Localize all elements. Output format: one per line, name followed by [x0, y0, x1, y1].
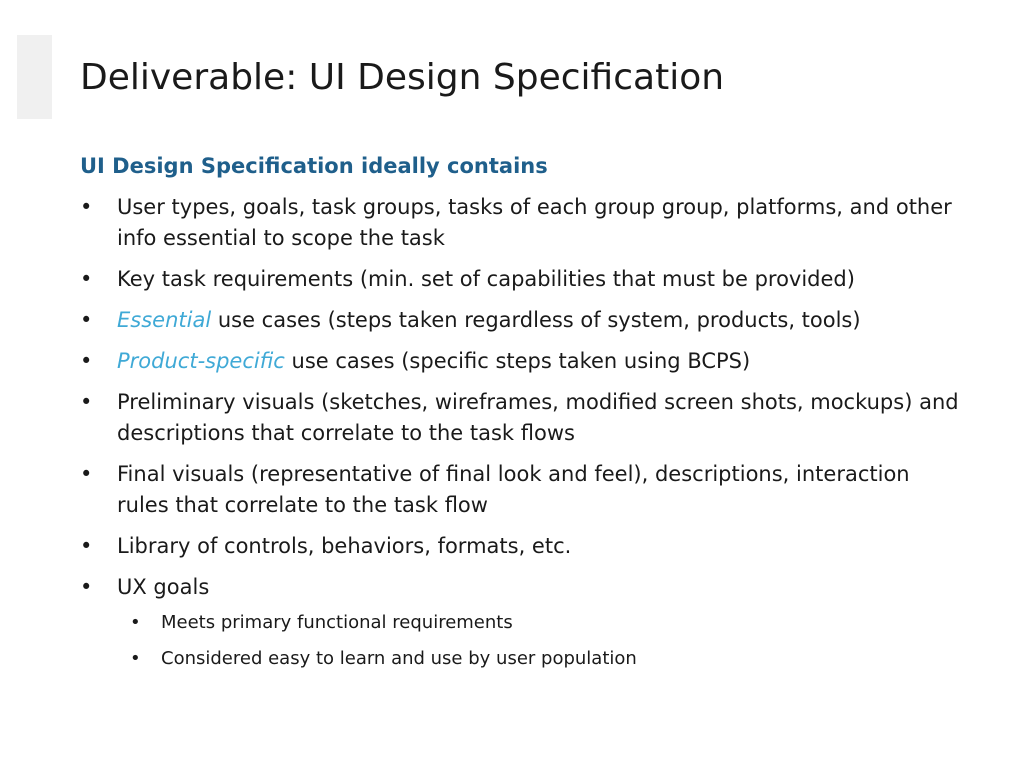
bullet-text: Preliminary visuals (sketches, wireframes, modified screen shots, mockups) and descriptions that correlate to the task flows	[117, 390, 959, 445]
bullet-list	[80, 192, 960, 682]
bullet-item-5	[80, 387, 960, 449]
slide-title: Deliverable: UI Design Specification	[80, 57, 725, 98]
bullet-dot: •	[80, 575, 93, 599]
bullet-dot: •	[80, 267, 93, 291]
bullet-dot: •	[80, 349, 93, 373]
slide-subheading: UI Design Specification ideally contains	[80, 154, 548, 178]
sub-bullet-list	[117, 610, 960, 672]
bullet-dot: •	[80, 534, 93, 558]
bullet-text: Key task requirements (min. set of capabilities that must be provided)	[117, 267, 855, 291]
bullet-text: use cases (specific steps taken using BCPS)	[284, 349, 751, 373]
bullet-dot: •	[80, 462, 93, 486]
bullet-item-6	[80, 459, 960, 521]
bullet-item-4	[80, 346, 960, 377]
bullet-dot: •	[80, 195, 93, 219]
bullet-text: Library of controls, behaviors, formats, etc.	[117, 534, 572, 558]
sub-bullet-text: Considered easy to learn and use by user population	[161, 648, 637, 669]
bullet-item-2	[80, 264, 960, 295]
sub-bullet-text: Meets primary functional requirements	[161, 612, 513, 633]
bullet-item-8	[80, 572, 960, 672]
bullet-dot: •	[80, 308, 93, 332]
sub-bullet-dot: •	[130, 648, 141, 669]
title-accent-bar	[17, 35, 52, 119]
bullet-text: Final visuals (representative of final look and feel), descriptions, interaction rules that correlate to the task flow	[117, 462, 910, 517]
bullet-text: use cases (steps taken regardless of system, products, tools)	[211, 308, 861, 332]
sub-bullet-dot: •	[130, 612, 141, 633]
bullet-item-7	[80, 531, 960, 562]
bullet-text: UX goals	[117, 575, 210, 599]
bullet-emphasis: Essential	[117, 308, 212, 332]
bullet-emphasis: Product-specific	[117, 349, 285, 373]
bullet-item-1	[80, 192, 960, 254]
bullet-item-3	[80, 305, 960, 336]
bullet-text: User types, goals, task groups, tasks of each group group, platforms, and other info essential to scope the task	[117, 195, 952, 250]
bullet-dot: •	[80, 390, 93, 414]
sub-bullet-item-2	[80, 646, 960, 672]
sub-bullet-item-1	[80, 610, 960, 636]
